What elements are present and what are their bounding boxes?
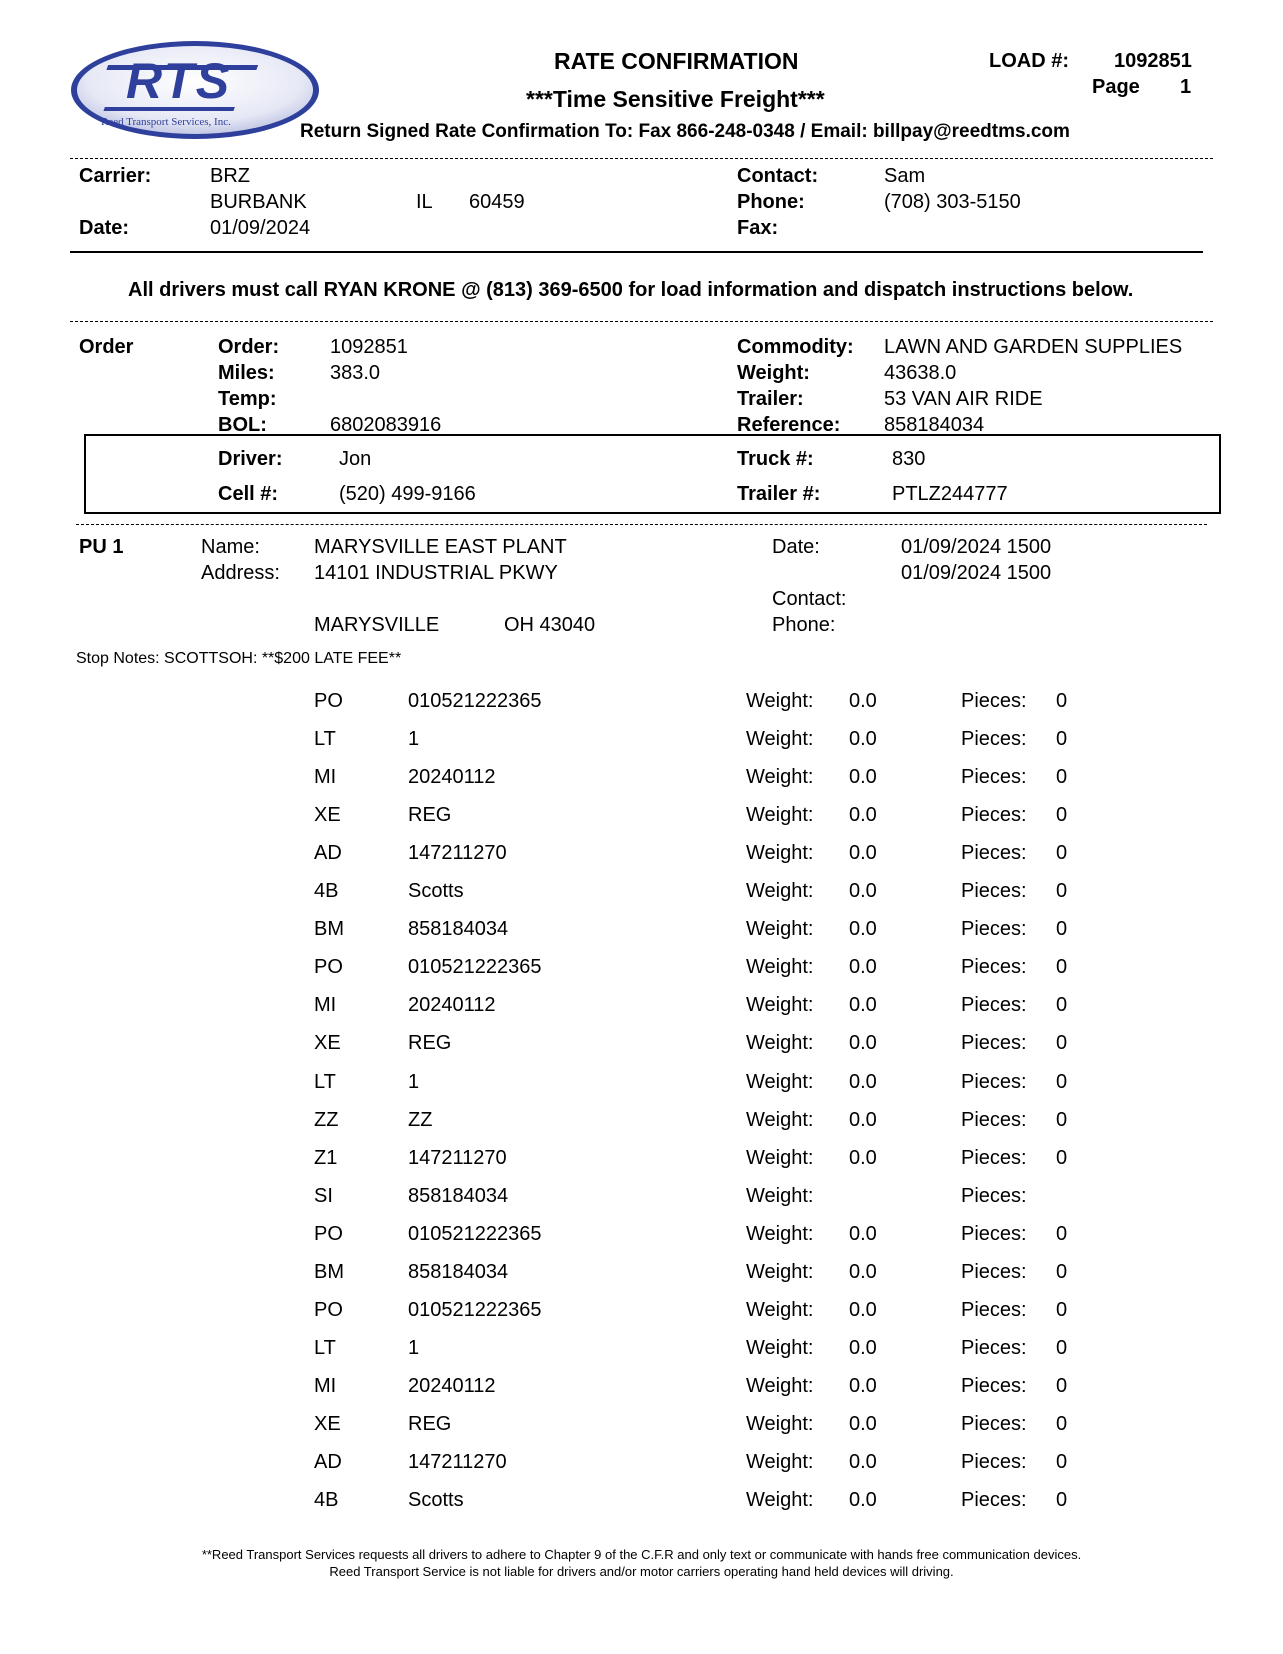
line-code: PO (314, 1223, 343, 1245)
line-pieces-label: Pieces: (961, 1261, 1027, 1283)
page-number: 1 (1180, 76, 1192, 98)
reference-line-row (0, 1109, 1283, 1147)
line-weight-label: Weight: (746, 956, 814, 978)
pickup-address: 14101 INDUSTRIAL PKWY (314, 562, 558, 584)
line-pieces-label: Pieces: (961, 1337, 1027, 1359)
line-weight-label: Weight: (746, 804, 814, 826)
footer-line-2: Reed Transport Service is not liable for drivers and/or motor carriers operating hand held devices will driving. (329, 1564, 954, 1579)
reference-line-row (0, 842, 1283, 880)
line-pieces-label: Pieces: (961, 1032, 1027, 1054)
commodity-label: Commodity: (737, 336, 854, 358)
line-pieces-value: 0 (1056, 1109, 1068, 1131)
reference-line-row (0, 1185, 1283, 1223)
line-value: 20240112 (408, 1375, 496, 1397)
carrier-label: Carrier: (79, 165, 152, 187)
line-value: 147211270 (408, 1451, 507, 1473)
line-value: 1 (408, 728, 420, 750)
reference-line-row (0, 1413, 1283, 1451)
page-label: Page (1092, 76, 1140, 98)
line-value: 010521222365 (408, 1299, 542, 1321)
line-pieces-label: Pieces: (961, 804, 1027, 826)
line-pieces-value: 0 (1056, 1223, 1068, 1245)
line-value: REG (408, 1413, 452, 1435)
line-code: XE (314, 1413, 341, 1435)
line-weight-label: Weight: (746, 1223, 814, 1245)
line-code: MI (314, 766, 337, 788)
line-weight-value: 0.0 (849, 1147, 877, 1169)
reference-line-row (0, 1375, 1283, 1413)
line-pieces-label: Pieces: (961, 880, 1027, 902)
line-pieces-value: 0 (1056, 1261, 1068, 1283)
divider (70, 251, 1203, 253)
line-value: 858184034 (408, 1261, 509, 1283)
footer (0, 1546, 1283, 1580)
pickup-name-label: Name: (201, 536, 260, 558)
carrier-contact: Sam (884, 165, 926, 187)
line-pieces-label: Pieces: (961, 918, 1027, 940)
line-code: XE (314, 1032, 341, 1054)
line-pieces-label: Pieces: (961, 1185, 1027, 1207)
carrier-name: BRZ (210, 165, 250, 187)
line-code: LT (314, 728, 336, 750)
return-instructions: Return Signed Rate Confirmation To: Fax 866-248-0348 / Email: billpay@reedtms.com (300, 121, 1070, 142)
line-value: 147211270 (408, 842, 507, 864)
footer-line-1: **Reed Transport Services requests all drivers to adhere to Chapter 9 of the C.F.R and only text or communicate with hands free communication devices. (201, 1547, 1082, 1562)
line-weight-label: Weight: (746, 1413, 814, 1435)
line-pieces-value: 0 (1056, 842, 1068, 864)
load-number: 1092851 (1114, 50, 1192, 72)
truck-value: 830 (892, 448, 926, 470)
line-pieces-label: Pieces: (961, 1223, 1027, 1245)
miles-value: 383.0 (330, 362, 381, 384)
line-code: AD (314, 1451, 342, 1473)
carrier-date: 01/09/2024 (210, 217, 311, 239)
line-pieces-label: Pieces: (961, 1299, 1027, 1321)
company-logo (68, 38, 322, 142)
line-weight-label: Weight: (746, 1375, 814, 1397)
line-pieces-value: 0 (1056, 956, 1068, 978)
line-value: 20240112 (408, 994, 496, 1016)
pickup-date-2: 01/09/2024 1500 (901, 562, 1052, 584)
reference-line-row (0, 804, 1283, 842)
line-pieces-value: 0 (1056, 1413, 1068, 1435)
reference-line-row (0, 1299, 1283, 1337)
line-code: LT (314, 1337, 336, 1359)
reference-line-row (0, 1223, 1283, 1261)
reference-line-row (0, 880, 1283, 918)
line-pieces-label: Pieces: (961, 1071, 1027, 1093)
line-pieces-label: Pieces: (961, 766, 1027, 788)
reference-value: 858184034 (884, 414, 985, 436)
line-code: MI (314, 994, 337, 1016)
carrier-phone: (708) 303-5150 (884, 191, 1021, 213)
line-value: 010521222365 (408, 956, 542, 978)
divider (70, 158, 1213, 159)
line-weight-label: Weight: (746, 1451, 814, 1473)
line-weight-value: 0.0 (849, 1109, 877, 1131)
line-code: PO (314, 690, 343, 712)
pickup-name: MARYSVILLE EAST PLANT (314, 536, 567, 558)
line-pieces-value: 0 (1056, 918, 1068, 940)
line-weight-label: Weight: (746, 1337, 814, 1359)
order-number: 1092851 (330, 336, 408, 358)
line-weight-value: 0.0 (849, 1489, 877, 1511)
line-pieces-value: 0 (1056, 1375, 1068, 1397)
reference-line-row (0, 994, 1283, 1032)
driver-label: Driver: (218, 448, 283, 470)
line-value: Scotts (408, 880, 464, 902)
reference-line-row (0, 1451, 1283, 1489)
stop-notes: Stop Notes: SCOTTSOH: **$200 LATE FEE** (76, 650, 402, 667)
line-pieces-label: Pieces: (961, 956, 1027, 978)
line-weight-label: Weight: (746, 690, 814, 712)
reference-line-row (0, 1071, 1283, 1109)
line-pieces-value: 0 (1056, 880, 1068, 902)
line-code: ZZ (314, 1109, 339, 1131)
line-weight-value: 0.0 (849, 956, 877, 978)
trailer-number: PTLZ244777 (892, 483, 1008, 505)
page-title: RATE CONFIRMATION (554, 48, 799, 74)
line-code: BM (314, 918, 344, 940)
line-code: XE (314, 804, 341, 826)
line-pieces-value: 0 (1056, 766, 1068, 788)
logo-subtext: Reed Transport Services, Inc. (101, 116, 231, 128)
commodity-value: LAWN AND GARDEN SUPPLIES (884, 336, 1183, 358)
carrier-zip: 60459 (469, 191, 525, 213)
reference-line-row (0, 690, 1283, 728)
line-code: Z1 (314, 1147, 338, 1169)
line-value: 010521222365 (408, 1223, 542, 1245)
line-code: LT (314, 1071, 336, 1093)
weight-label: Weight: (737, 362, 810, 384)
line-weight-value: 0.0 (849, 804, 877, 826)
line-code: AD (314, 842, 342, 864)
line-pieces-value: 0 (1056, 690, 1068, 712)
line-weight-value: 0.0 (849, 880, 877, 902)
line-value: 858184034 (408, 1185, 509, 1207)
divider (76, 524, 1207, 525)
line-pieces-label: Pieces: (961, 728, 1027, 750)
line-weight-value: 0.0 (849, 1413, 877, 1435)
reference-line-row (0, 918, 1283, 956)
line-pieces-value: 0 (1056, 728, 1068, 750)
line-value: 1 (408, 1071, 420, 1093)
pickup-phone-label: Phone: (772, 614, 836, 636)
line-pieces-value: 0 (1056, 1299, 1068, 1321)
line-code: PO (314, 1299, 343, 1321)
line-pieces-label: Pieces: (961, 1451, 1027, 1473)
line-value: 858184034 (408, 918, 509, 940)
cell-value: (520) 499-9166 (339, 483, 476, 505)
bol-label: BOL: (218, 414, 267, 436)
truck-label: Truck #: (737, 448, 814, 470)
driver-notice: All drivers must call RYAN KRONE @ (813) 369-6500 for load information and dispatch instructions below. (128, 279, 1134, 301)
pickup-label: PU 1 (79, 536, 124, 558)
load-label: LOAD #: (989, 50, 1069, 72)
reference-line-row (0, 766, 1283, 804)
pickup-contact-label: Contact: (772, 588, 847, 610)
line-value: 147211270 (408, 1147, 507, 1169)
reference-line-row (0, 956, 1283, 994)
bol-value: 6802083916 (330, 414, 442, 436)
reference-line-row (0, 1032, 1283, 1070)
phone-label: Phone: (737, 191, 805, 213)
temp-label: Temp: (218, 388, 277, 410)
line-weight-value: 0.0 (849, 994, 877, 1016)
line-weight-value: 0.0 (849, 1337, 877, 1359)
line-weight-label: Weight: (746, 1261, 814, 1283)
line-weight-label: Weight: (746, 1032, 814, 1054)
driver-name: Jon (339, 448, 372, 470)
line-weight-value: 0.0 (849, 1299, 877, 1321)
line-pieces-value: 0 (1056, 1071, 1068, 1093)
line-weight-value: 0.0 (849, 766, 877, 788)
line-weight-label: Weight: (746, 728, 814, 750)
line-weight-label: Weight: (746, 1489, 814, 1511)
line-value: ZZ (408, 1109, 433, 1131)
line-pieces-value: 0 (1056, 1451, 1068, 1473)
line-weight-value: 0.0 (849, 1032, 877, 1054)
line-pieces-label: Pieces: (961, 1147, 1027, 1169)
line-pieces-value: 0 (1056, 804, 1068, 826)
line-code: 4B (314, 1489, 339, 1511)
line-weight-value: 0.0 (849, 690, 877, 712)
line-value: REG (408, 1032, 452, 1054)
line-pieces-label: Pieces: (961, 994, 1027, 1016)
order-section-label: Order (79, 336, 134, 358)
line-code: MI (314, 1375, 337, 1397)
line-weight-label: Weight: (746, 766, 814, 788)
line-weight-label: Weight: (746, 1299, 814, 1321)
reference-line-row (0, 1261, 1283, 1299)
trailer-label: Trailer: (737, 388, 804, 410)
reference-line-row (0, 728, 1283, 766)
pickup-date-1: 01/09/2024 1500 (901, 536, 1052, 558)
divider (70, 321, 1213, 322)
reference-label: Reference: (737, 414, 841, 436)
reference-line-row (0, 1489, 1283, 1527)
line-pieces-value: 0 (1056, 1147, 1068, 1169)
pickup-date-label: Date: (772, 536, 820, 558)
line-pieces-value: 0 (1056, 1489, 1068, 1511)
line-pieces-label: Pieces: (961, 842, 1027, 864)
line-weight-label: Weight: (746, 1071, 814, 1093)
trailer-number-label: Trailer #: (737, 483, 821, 505)
line-weight-value: 0.0 (849, 1375, 877, 1397)
line-pieces-label: Pieces: (961, 1109, 1027, 1131)
line-pieces-value: 0 (1056, 1337, 1068, 1359)
line-code: BM (314, 1261, 344, 1283)
line-weight-value: 0.0 (849, 1451, 877, 1473)
line-weight-value: 0.0 (849, 1071, 877, 1093)
line-weight-label: Weight: (746, 1147, 814, 1169)
line-pieces-value: 0 (1056, 1032, 1068, 1054)
line-weight-label: Weight: (746, 918, 814, 940)
line-weight-label: Weight: (746, 1185, 814, 1207)
cell-label: Cell #: (218, 483, 279, 505)
line-value: 1 (408, 1337, 420, 1359)
line-pieces-label: Pieces: (961, 1413, 1027, 1435)
line-weight-label: Weight: (746, 880, 814, 902)
line-code: 4B (314, 880, 339, 902)
carrier-state: IL (416, 191, 433, 213)
reference-line-row (0, 1337, 1283, 1375)
line-code: PO (314, 956, 343, 978)
line-pieces-value: 0 (1056, 994, 1068, 1016)
order-label: Order: (218, 336, 280, 358)
line-weight-label: Weight: (746, 994, 814, 1016)
line-pieces-label: Pieces: (961, 1489, 1027, 1511)
line-weight-label: Weight: (746, 1109, 814, 1131)
carrier-city: BURBANK (210, 191, 307, 213)
line-value: Scotts (408, 1489, 464, 1511)
line-weight-label: Weight: (746, 842, 814, 864)
reference-line-row (0, 1147, 1283, 1185)
line-weight-value: 0.0 (849, 918, 877, 940)
line-weight-value: 0.0 (849, 1223, 877, 1245)
fax-label: Fax: (737, 217, 779, 239)
line-pieces-label: Pieces: (961, 690, 1027, 712)
miles-label: Miles: (218, 362, 275, 384)
pickup-address-label: Address: (201, 562, 280, 584)
page-subtitle: ***Time Sensitive Freight*** (526, 86, 825, 112)
line-weight-value: 0.0 (849, 1261, 877, 1283)
date-label: Date: (79, 217, 130, 239)
pickup-city: MARYSVILLE (314, 614, 440, 636)
contact-label: Contact: (737, 165, 819, 187)
line-value: REG (408, 804, 452, 826)
line-pieces-label: Pieces: (961, 1375, 1027, 1397)
logo-text: RTS (126, 53, 232, 109)
line-value: 20240112 (408, 766, 496, 788)
weight-value: 43638.0 (884, 362, 957, 384)
line-code: SI (314, 1185, 333, 1207)
trailer-type: 53 VAN AIR RIDE (884, 388, 1043, 410)
line-weight-value: 0.0 (849, 842, 877, 864)
line-weight-value: 0.0 (849, 728, 877, 750)
pickup-state-zip: OH 43040 (504, 614, 596, 636)
line-value: 010521222365 (408, 690, 542, 712)
